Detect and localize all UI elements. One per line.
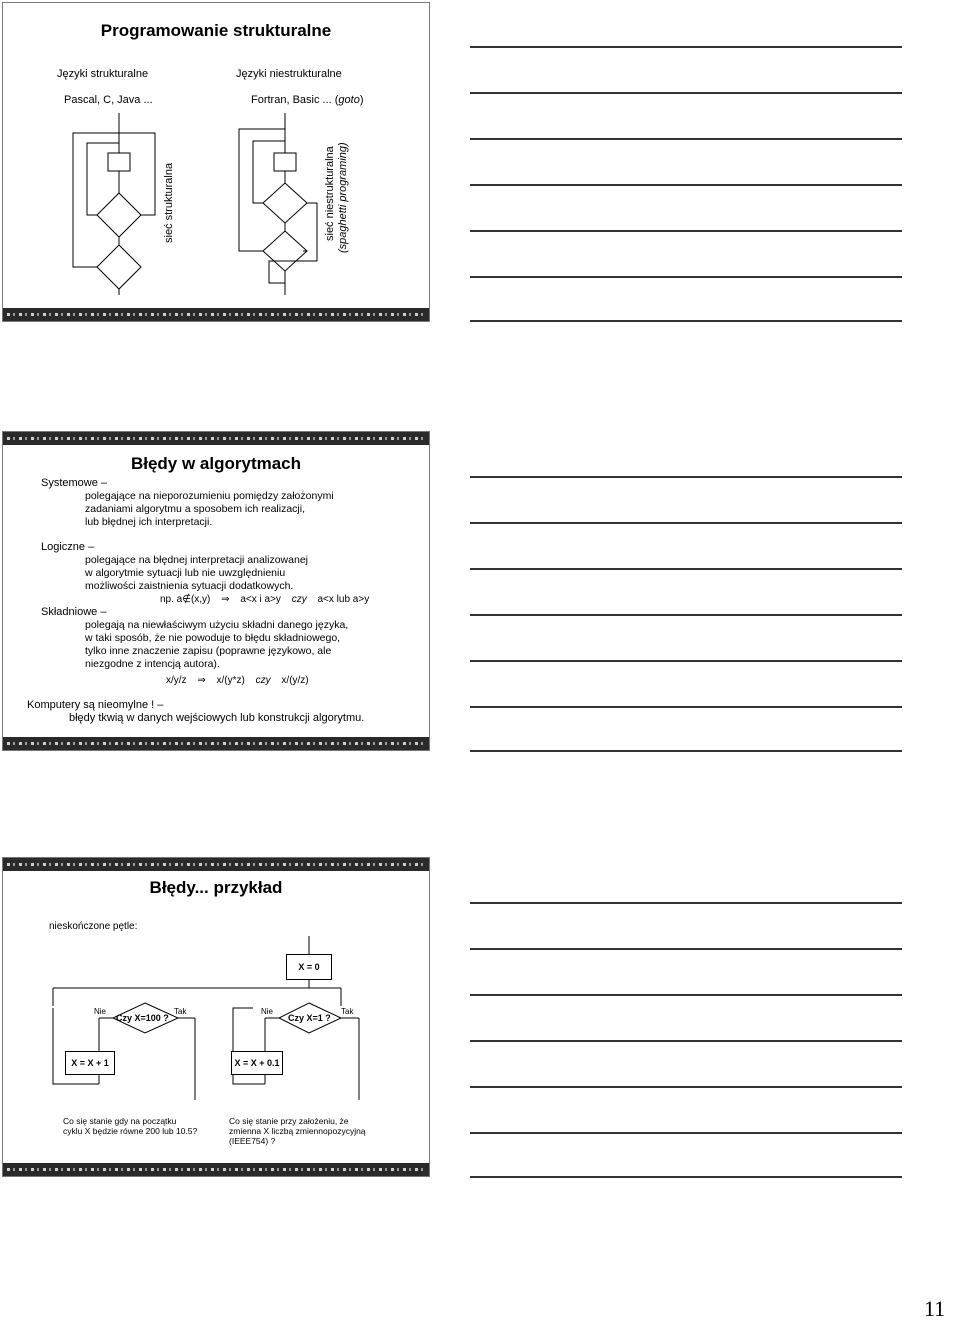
right-action-box: X = X + 0.1 [231,1051,283,1075]
slide-bottom-bar [3,308,429,321]
flowchart-diagrams [3,3,429,303]
right-tak-label: Tak [341,1007,354,1016]
logiczne-label: Logiczne – [41,541,95,553]
structured-network-caption: sieć strukturalna [163,162,175,243]
right-question: Co się stanie przy założeniu, że [229,1116,349,1126]
left-condition: Czy X=100 ? [116,1013,169,1023]
left-question: Co się stanie gdy na początku [63,1116,177,1126]
logiczne-example: np. a∉(x,y) ⇒ a<x i a>y czy a<x lub a>y [160,594,370,605]
notes-line [470,1040,902,1042]
right-question: zmienna X liczbą zmiennopozycyjną [229,1126,366,1136]
notes-line [470,1176,902,1178]
komputery-line: Komputery są nieomylne ! – [27,699,164,711]
notes-line [470,92,902,94]
slide-title: Programowanie strukturalne [100,21,332,40]
slide-bottom-bar [3,1163,429,1176]
left-question: cyklu X będzie równe 200 lub 10.5? [63,1126,198,1136]
unstructured-languages-heading: Języki niestrukturalne [236,68,342,80]
notes-line [470,614,902,616]
logiczne-line: możliwości zaistnienia sytuacji dodatkowych. [85,580,294,592]
unstructured-languages-examples: Fortran, Basic ... (goto) [251,94,364,106]
unstructured-network-caption: sieć niestrukturalna [324,146,336,241]
slide-programowanie-strukturalne [2,2,430,322]
notes-line [470,320,902,322]
right-condition: Czy X=1 ? [288,1013,331,1023]
loop-flowcharts [3,858,429,1158]
systemowe-label: Systemowe – [41,477,108,489]
notes-line [470,706,902,708]
left-action-box: X = X + 1 [65,1051,115,1075]
structured-languages-heading: Języki strukturalne [57,68,149,80]
komputery-line: błędy tkwią w danych wejściowych lub konstrukcji algorytmu. [69,712,365,724]
skladniowe-example: x/y/z ⇒ x/(y*z) czy x/(y/z) [166,675,309,686]
infinite-loops-label: nieskończone pętle: [49,921,138,932]
notes-line [470,948,902,950]
notes-line [470,476,902,478]
notes-line [470,660,902,662]
notes-line [470,902,902,904]
left-tak-label: Tak [174,1007,187,1016]
slide-bledy-przyklad [2,857,430,1177]
notes-line [470,46,902,48]
logiczne-line: w algorytmie sytuacji lub nie uwzględnieniu [85,567,286,579]
systemowe-line: lub błędnej ich interpretacji. [85,516,213,528]
page-number: 11 [924,1296,946,1321]
systemowe-line: polegające na nieporozumieniu pomiędzy założonymi [85,490,334,502]
skladniowe-line: niezgodne z intencją autora). [85,658,220,670]
skladniowe-line: tylko inne znaczenie zapisu (poprawne językowo, ale [85,645,332,657]
notes-line [470,230,902,232]
systemowe-line: zadaniami algorytmu a sposobem ich realizacji, [85,503,306,515]
spaghetti-caption: (spaghetti programing) [337,142,349,253]
skladniowe-label: Składniowe – [41,606,107,618]
notes-line [470,994,902,996]
skladniowe-line: polegają na niewłaściwym użyciu składni danego języka, [85,619,349,631]
structured-languages-examples: Pascal, C, Java ... [64,94,153,106]
notes-line [470,138,902,140]
slide-title: Błędy... przykład [149,878,283,897]
logiczne-line: polegające na błędnej interpretacji analizowanej [85,554,308,566]
start-box: X = 0 [286,954,332,980]
slide-bledy-w-algorytmach [2,431,430,751]
slide-bottom-bar [3,737,429,750]
notes-line [470,276,902,278]
left-nie-label: Nie [94,1007,107,1016]
notes-line [470,568,902,570]
notes-line [470,1086,902,1088]
notes-line [470,750,902,752]
right-nie-label: Nie [261,1007,274,1016]
slide-top-bar [3,432,429,445]
notes-line [470,184,902,186]
slide-title: Błędy w algorytmach [130,454,302,473]
right-question: (IEEE754) ? [229,1136,276,1146]
notes-line [470,1132,902,1134]
notes-line [470,522,902,524]
skladniowe-line: w taki sposób, że nie powoduje to błędu składniowego, [85,632,341,644]
